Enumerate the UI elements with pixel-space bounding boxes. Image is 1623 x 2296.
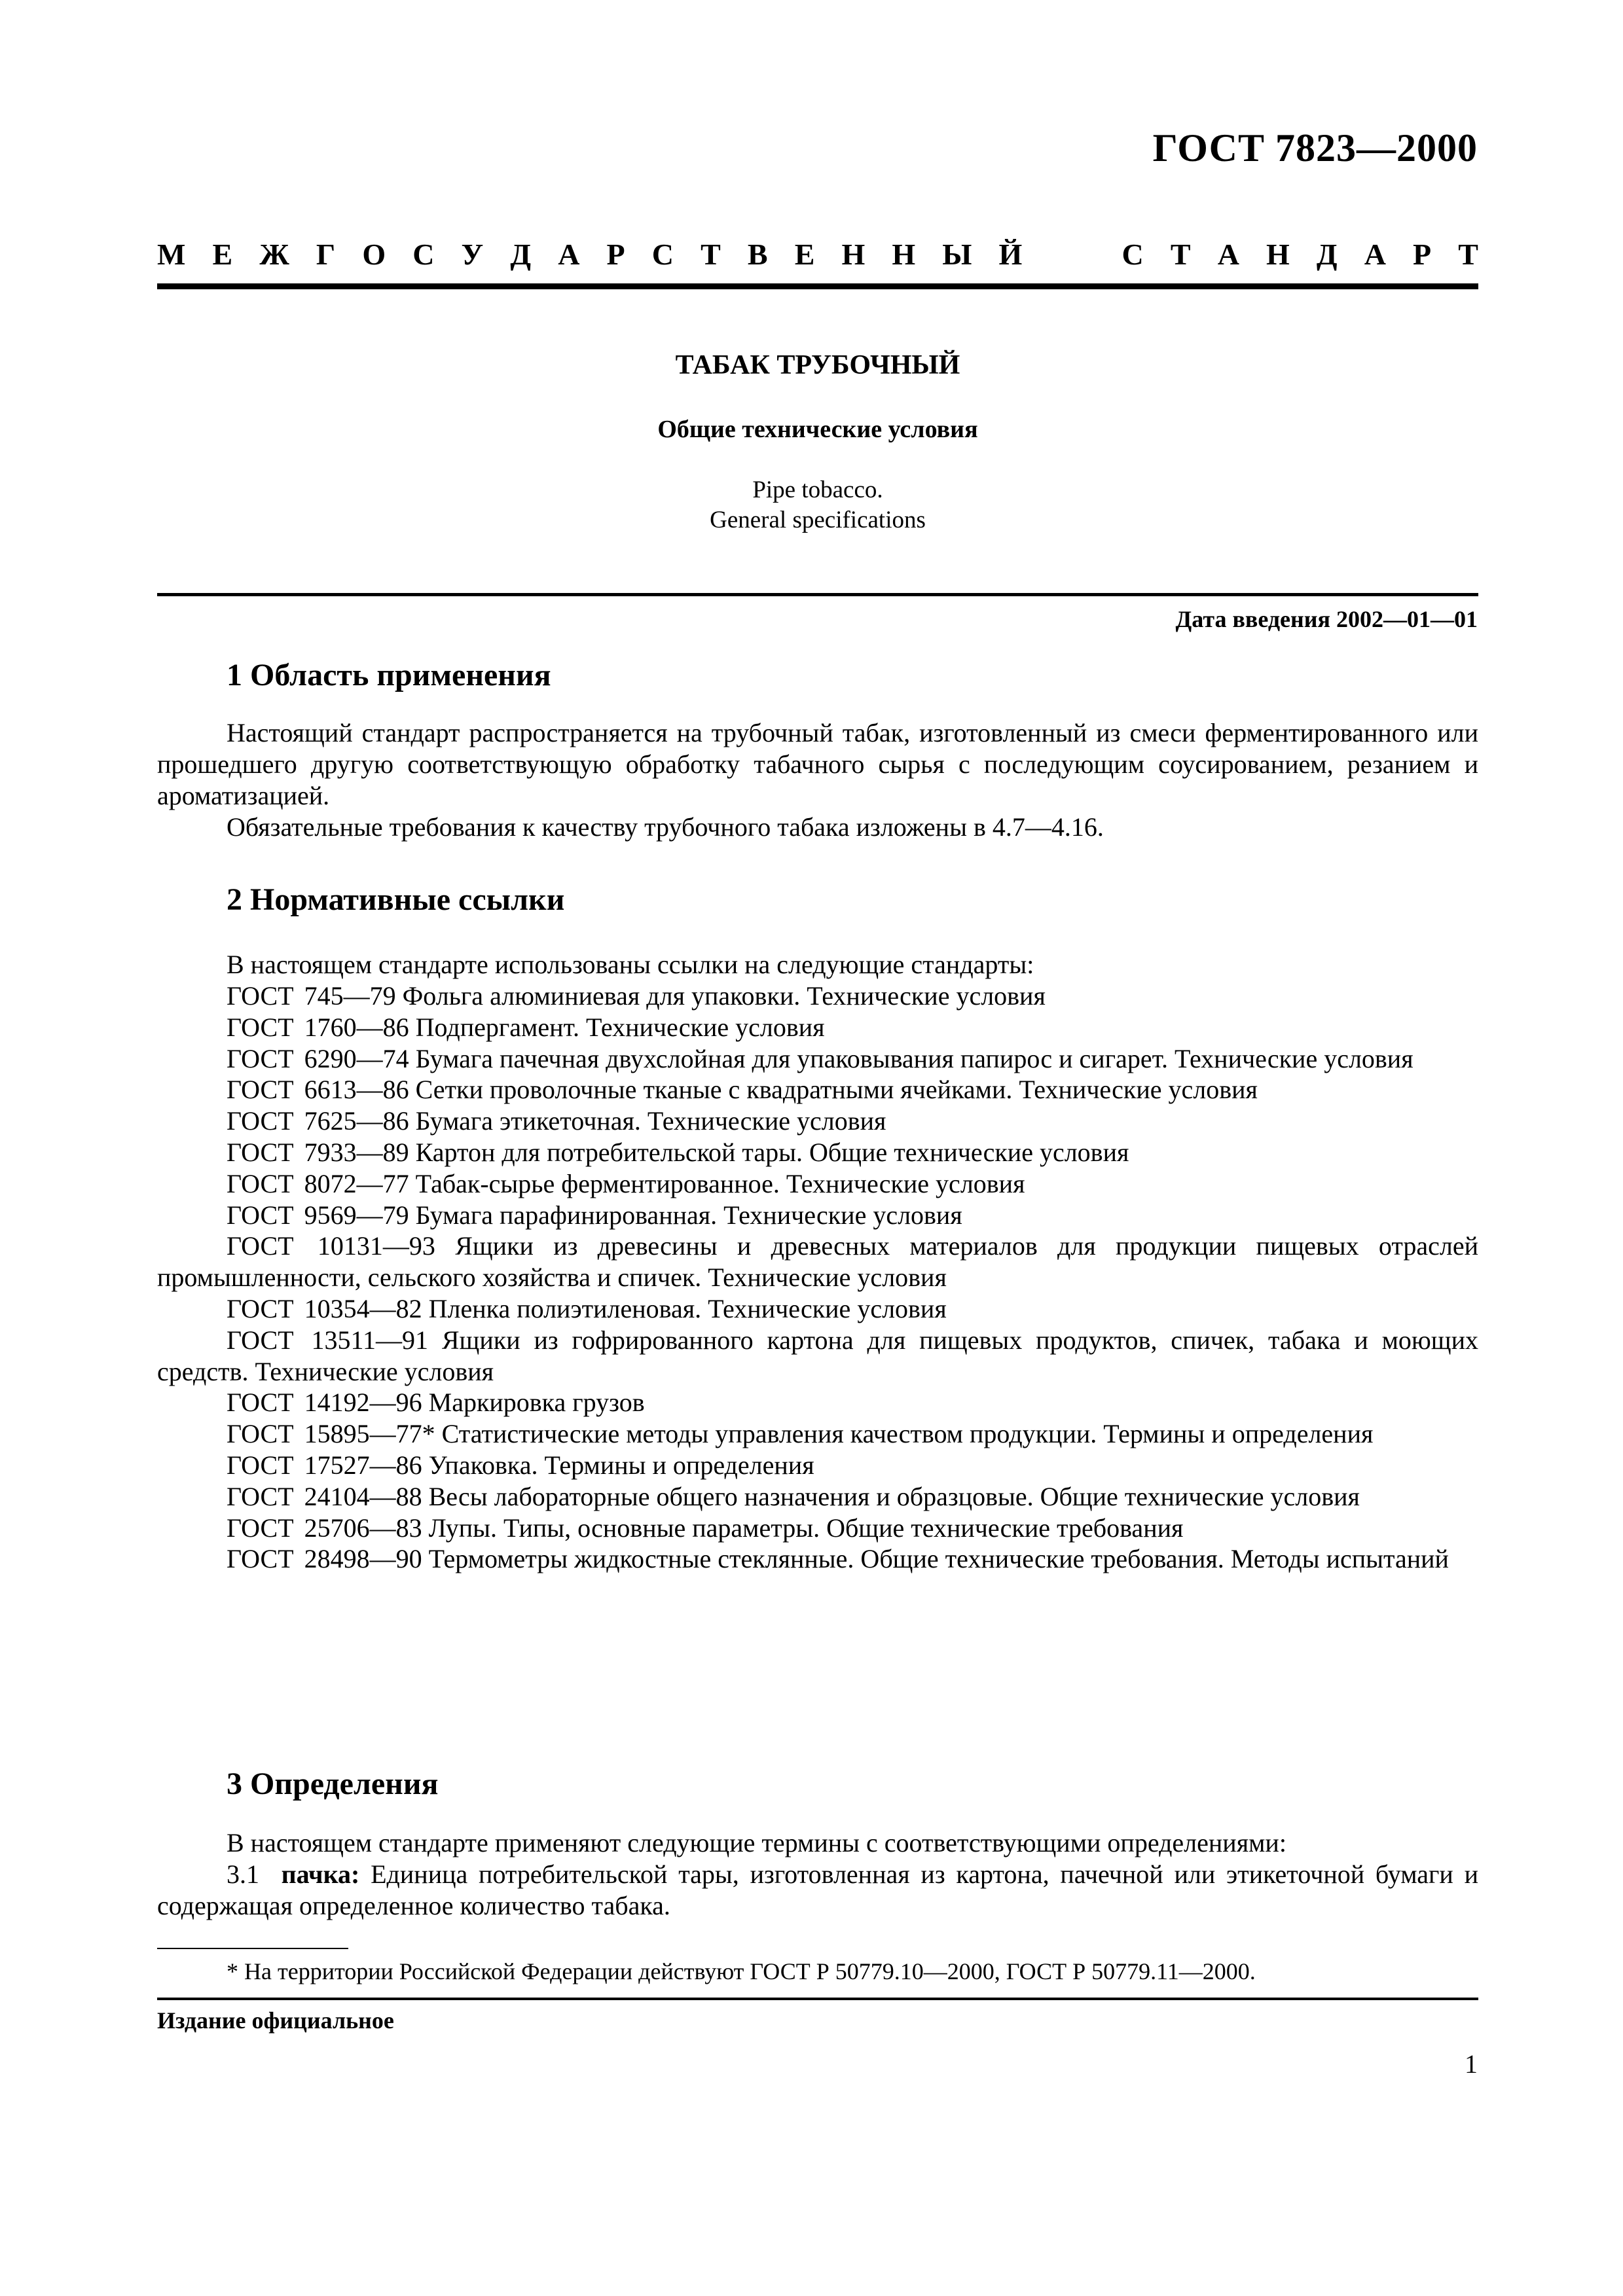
edition-label: Издание официальное (157, 2007, 394, 2034)
banner-letter: Т (1458, 238, 1478, 271)
section-2-intro: В настоящем стандарте использованы ссылки на следующие стандарты: (227, 950, 1034, 979)
reference-title: Подпергамент. Технические условия (415, 1012, 825, 1042)
section-1-paragraph: Обязательные требования к качеству трубочного табака изложены в 4.7—4.16. (227, 812, 1104, 842)
reference-title: Бумага пачечная двухслойная для упаковывания папирос и сигарет. Технические условия (415, 1043, 1413, 1073)
reference-code: ГОСТ 25706—83 (227, 1513, 422, 1543)
banner-letter: Г (316, 238, 336, 271)
page-number: 1 (1465, 2049, 1478, 2079)
reference-item (157, 1012, 1478, 1043)
banner-letter: М (157, 238, 186, 271)
reference-item (157, 1043, 1478, 1075)
reference-title: Статистические методы управления качеством продукции. Термины и определения (441, 1419, 1374, 1449)
reference-item (157, 1513, 1478, 1544)
section-3-intro: В настоящем стандарте применяют следующие термины с соответствующими определениями: (227, 1828, 1286, 1857)
reference-code: ГОСТ 17527—86 (227, 1450, 422, 1480)
banner-letter: С (1122, 238, 1144, 271)
reference-title: Фольга алюминиевая для упаковки. Технические условия (402, 981, 1046, 1011)
reference-code: ГОСТ 15895—77* (227, 1419, 435, 1449)
reference-item (157, 1418, 1478, 1450)
banner-letter: Й (998, 238, 1023, 271)
section-1-paragraph: Настоящий стандарт распространяется на трубочный табак, изготовленный из смеси ферментированного или прошедшего другую соответствующую обработку табачного сырья с последующим соусированием, резанием и ароматизацией. (157, 718, 1478, 810)
reference-code: ГОСТ 14192—96 (227, 1388, 422, 1418)
reference-item (157, 1481, 1478, 1513)
document-title: ТАБАК ТРУБОЧНЫЙ (675, 350, 960, 380)
english-title (157, 475, 1478, 535)
reference-item (157, 1230, 1478, 1293)
banner-letter: У (461, 238, 484, 271)
banner-letter: Ы (942, 238, 972, 271)
reference-item (157, 1293, 1478, 1325)
english-title-line-1: Pipe tobacco. (752, 476, 883, 503)
banner-letter: Р (606, 238, 625, 271)
definition-item (157, 1859, 1478, 1922)
reference-code: ГОСТ 24104—88 (227, 1481, 422, 1511)
definition-number: 3.1 (227, 1859, 259, 1889)
footnote-divider (157, 1948, 348, 1949)
banner-letter: Е (794, 238, 815, 271)
reference-code: ГОСТ 6290—74 (227, 1043, 409, 1073)
reference-item (157, 980, 1478, 1012)
reference-title: Табак-сырье ферментированное. Технические условия (415, 1168, 1025, 1198)
reference-item (157, 1543, 1478, 1575)
english-title-line-2: General specifications (710, 507, 926, 533)
reference-code: ГОСТ 10354—82 (227, 1293, 422, 1323)
reference-item (157, 1074, 1478, 1105)
banner-letter: Т (701, 238, 721, 271)
reference-title: Бумага этикеточная. Технические условия (415, 1106, 886, 1136)
reference-title: Упаковка. Термины и определения (428, 1450, 814, 1480)
footnote: * На территории Российской Федерации действуют ГОСТ Р 50779.10—2000, ГОСТ Р 50779.11—2000. (227, 1958, 1256, 1984)
document-number: ГОСТ 7823—2000 (1152, 126, 1478, 170)
reference-title: Сетки проволочные тканые с квадратными ячейками. Технические условия (415, 1075, 1258, 1105)
reference-title: Маркировка грузов (428, 1388, 645, 1418)
reference-item (157, 1200, 1478, 1231)
banner-letter: А (558, 238, 580, 271)
reference-code: ГОСТ 7625—86 (227, 1106, 409, 1136)
banner-letter: В (747, 238, 768, 271)
reference-title: Картон для потребительской тары. Общие технические условия (415, 1137, 1129, 1167)
banner-letter: Р (1413, 238, 1432, 271)
banner-word-gap (1049, 237, 1095, 272)
reference-title: Пленка полиэтиленовая. Технические условия (428, 1293, 947, 1323)
banner-letter: А (1364, 238, 1386, 271)
introduction-date: Дата введения 2002—01—01 (1175, 606, 1478, 632)
reference-item (157, 1325, 1478, 1388)
section-2-heading: 2 Нормативные ссылки (227, 882, 565, 917)
banner-letter: С (412, 238, 435, 271)
section-1-heading: 1 Область применения (227, 658, 551, 692)
reference-code: ГОСТ 6613—86 (227, 1075, 409, 1105)
reference-item (157, 1387, 1478, 1418)
reference-code: ГОСТ 13511—91 (227, 1325, 428, 1355)
reference-code: ГОСТ 8072—77 (227, 1168, 409, 1198)
banner-letter: А (1217, 238, 1239, 271)
banner-letter: Е (212, 238, 233, 271)
banner-letter: Н (841, 238, 866, 271)
banner-letter: С (651, 238, 674, 271)
reference-code: ГОСТ 28498—90 (227, 1544, 422, 1574)
title-divider (157, 593, 1478, 596)
reference-title: Весы лабораторные общего назначения и образцовые. Общие технические условия (428, 1481, 1360, 1511)
reference-code: ГОСТ 9569—79 (227, 1200, 409, 1230)
reference-item (157, 1137, 1478, 1168)
banner-letter: Д (510, 238, 532, 271)
reference-code: ГОСТ 745—79 (227, 981, 396, 1011)
banner-letter: О (362, 238, 386, 271)
interstate-standard-banner (157, 237, 1478, 272)
footer-divider (157, 1998, 1478, 2000)
header-divider (157, 283, 1478, 289)
reference-item (157, 1450, 1478, 1481)
reference-title: Лупы. Типы, основные параметры. Общие технические требования (428, 1513, 1184, 1543)
definition-term: пачка: (281, 1859, 360, 1889)
banner-letter: Н (1266, 238, 1290, 271)
banner-letter: Н (892, 238, 916, 271)
normative-references-list (157, 980, 1478, 1575)
reference-code: ГОСТ 10131—93 (227, 1231, 435, 1261)
reference-title: Ящики из гофрированного картона для пищевых продуктов, спичек, табака и моющих средств. Технические условия (157, 1325, 1478, 1386)
document-subtitle: Общие технические условия (657, 416, 978, 443)
reference-code: ГОСТ 1760—86 (227, 1012, 409, 1042)
reference-item (157, 1105, 1478, 1137)
reference-title: Бумага парафинированная. Технические условия (415, 1200, 962, 1230)
banner-letter: Д (1316, 238, 1338, 271)
definition-text: Единица потребительской тары, изготовленная из картона, пачечной или этикеточной бумаги и содержащая определенное количество табака. (157, 1859, 1479, 1920)
reference-code: ГОСТ 7933—89 (227, 1137, 409, 1167)
reference-title: Термометры жидкостные стеклянные. Общие технические требования. Методы испытаний (428, 1544, 1449, 1574)
banner-letter: Т (1170, 238, 1191, 271)
banner-letter: Ж (259, 238, 289, 271)
reference-title: Ящики из древесины и древесных материалов для продукции пищевых отраслей промышленности, сельского хозяйства и спичек. Технические условия (157, 1231, 1479, 1293)
reference-item (157, 1168, 1478, 1200)
section-3-heading: 3 Определения (227, 1767, 439, 1801)
